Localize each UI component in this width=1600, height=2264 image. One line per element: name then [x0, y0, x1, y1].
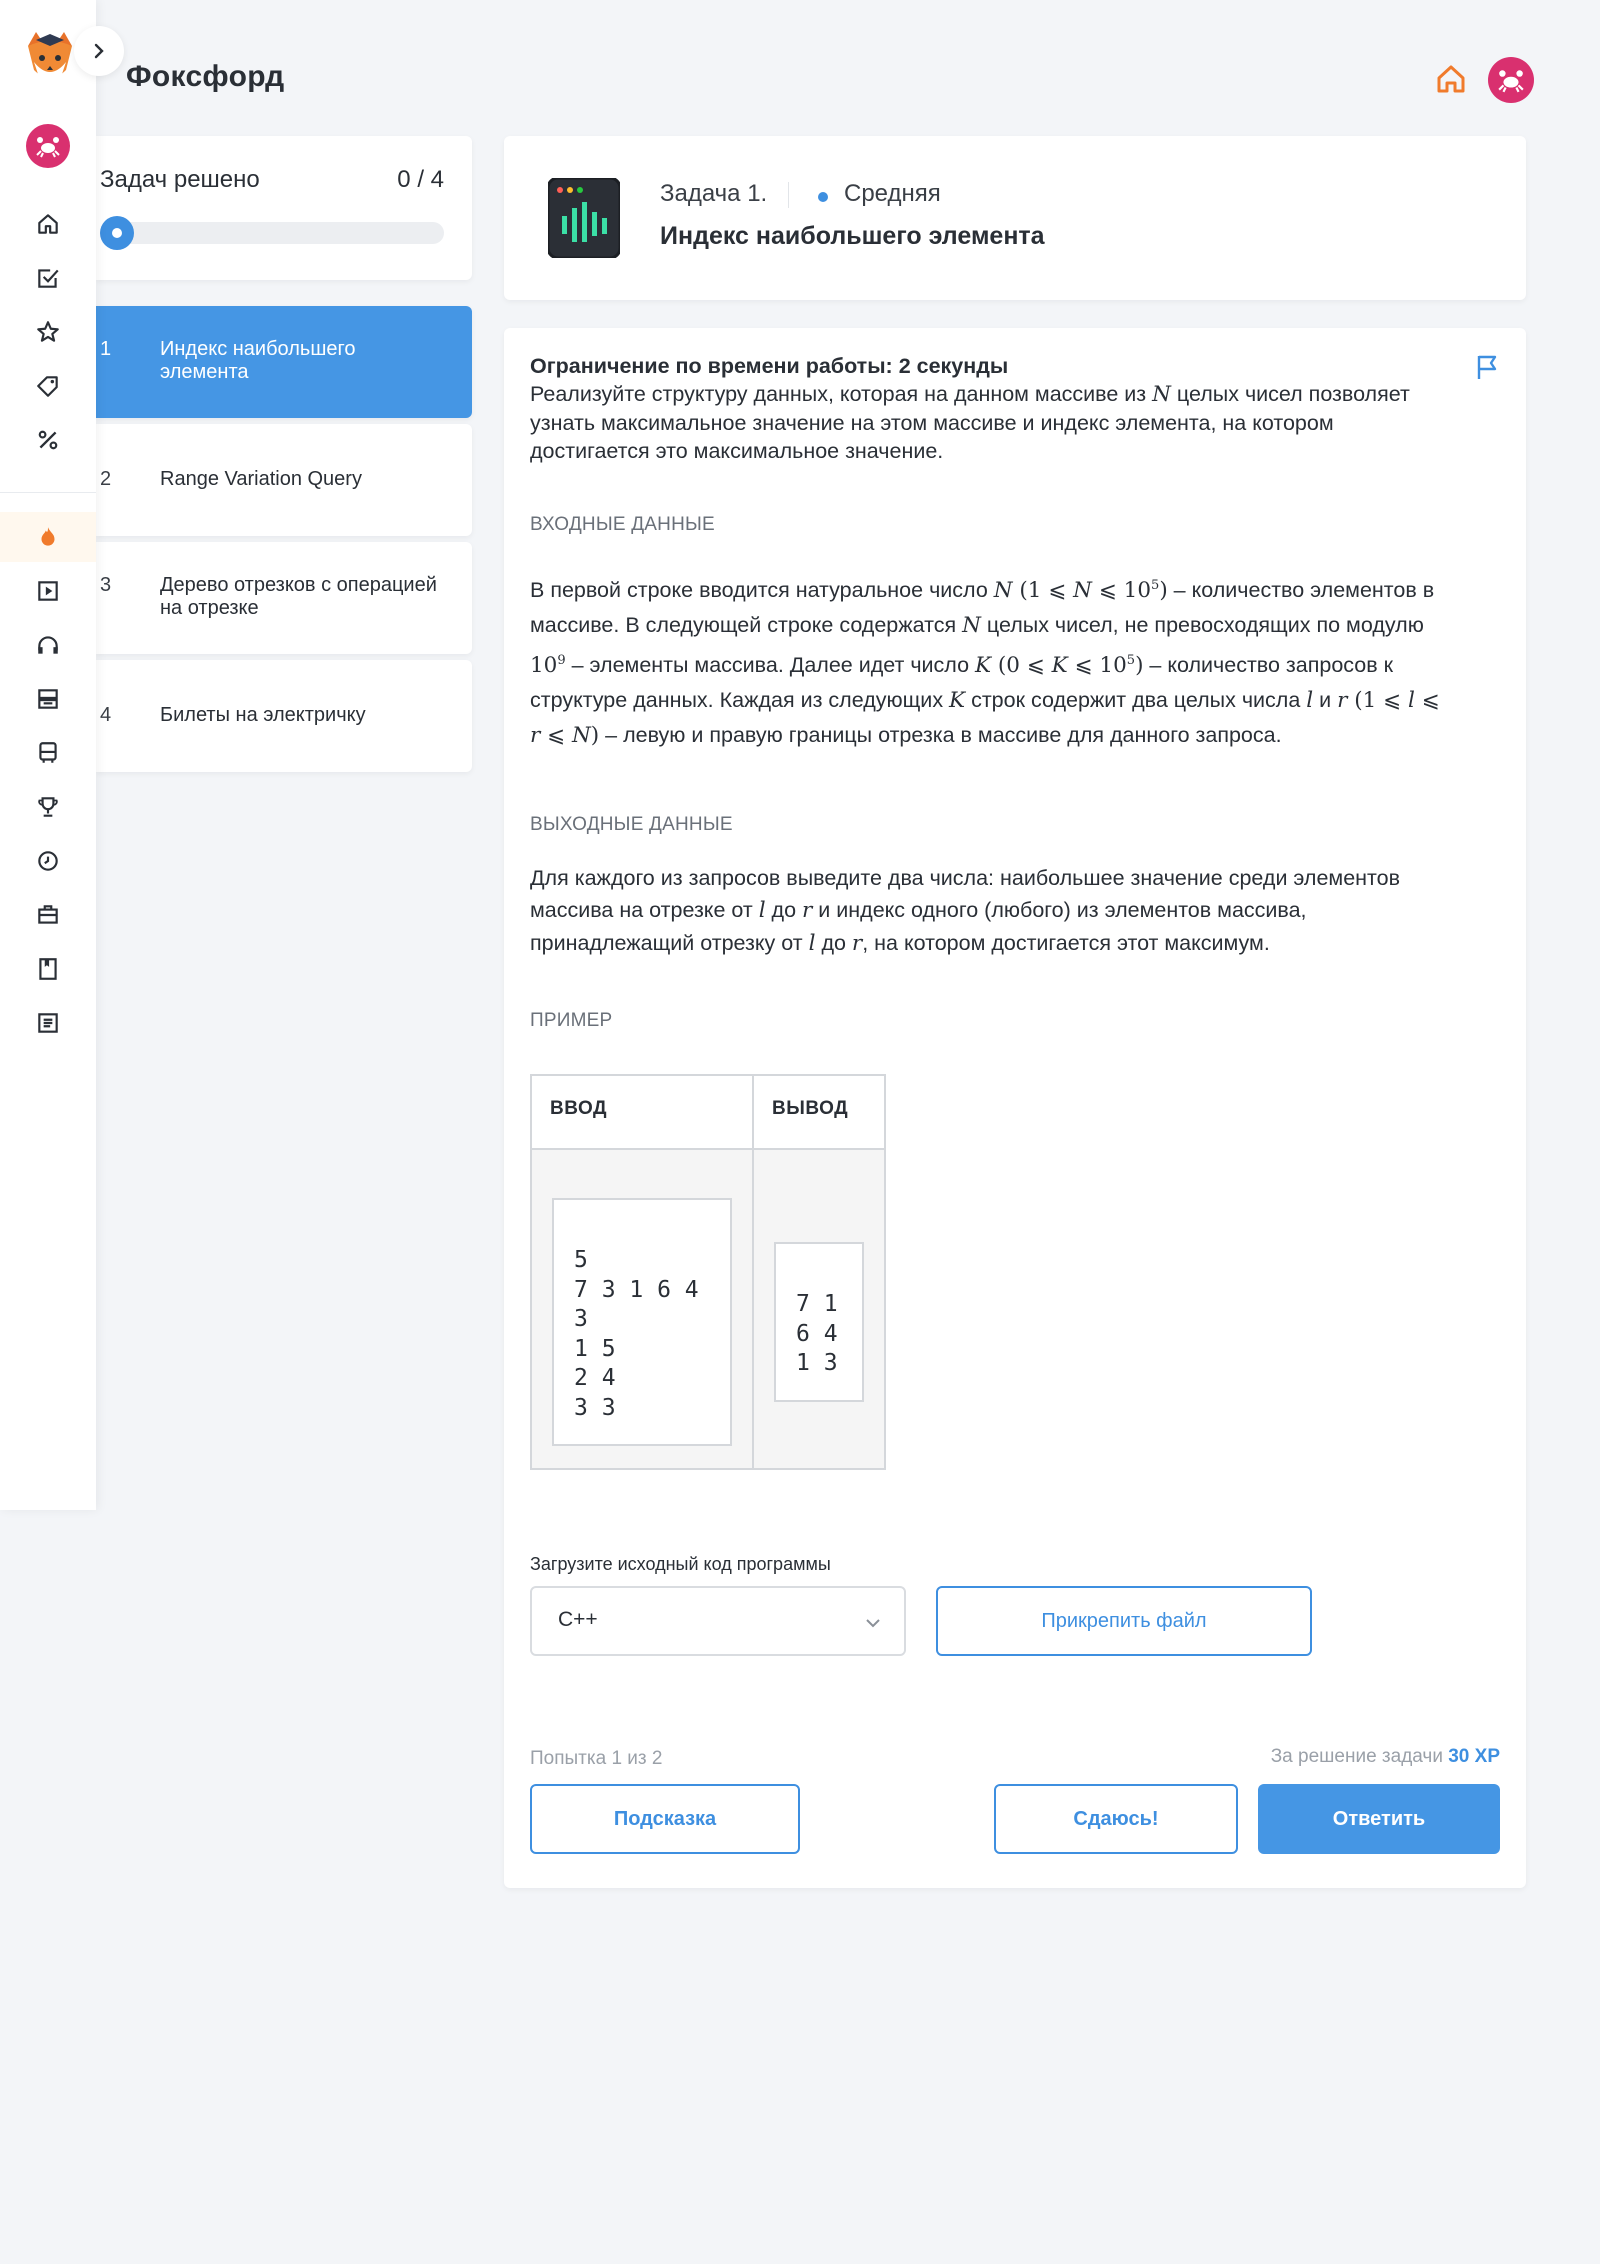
task-list-item-1[interactable] — [96, 306, 472, 418]
user-avatar[interactable] — [1488, 57, 1534, 103]
example-input-column — [532, 1076, 754, 1468]
hint-button[interactable]: Подсказка — [530, 1784, 800, 1854]
trophy-icon[interactable] — [32, 791, 64, 823]
attach-file-button[interactable]: Прикрепить файл — [936, 1586, 1312, 1656]
tag-icon[interactable] — [32, 370, 64, 402]
example-output-header: ВЫВОД — [772, 1098, 849, 1119]
task-label: Задача 1. — [660, 180, 768, 207]
percent-icon[interactable] — [32, 424, 64, 456]
header-home-icon[interactable] — [1434, 62, 1468, 96]
statement-intro — [530, 352, 1440, 465]
rail-avatar[interactable] — [26, 124, 70, 168]
clock-icon[interactable] — [32, 845, 64, 877]
foxford-logo-icon[interactable] — [22, 30, 78, 86]
progress-knob — [100, 216, 134, 250]
task-list-item-4[interactable] — [96, 660, 472, 772]
task-number: 1 — [100, 338, 112, 360]
task-name: Индекс наибольшего элемента — [160, 338, 356, 383]
example-output-column — [754, 1076, 884, 1468]
task-number: 3 — [100, 574, 112, 596]
task-number: 2 — [100, 468, 112, 490]
play-icon[interactable] — [32, 575, 64, 607]
example-output-box: 7 1 6 4 1 3 — [774, 1242, 864, 1402]
example-input-header: ВВОД — [550, 1098, 608, 1119]
brand-title[interactable]: Фоксфорд — [126, 60, 285, 93]
book-icon[interactable] — [32, 953, 64, 985]
layers-icon[interactable] — [32, 683, 64, 715]
progress-card — [96, 136, 472, 280]
language-value: C++ — [558, 1608, 598, 1631]
progress-title: Задач решено — [100, 166, 260, 193]
answer-button[interactable]: Ответить — [1258, 1784, 1500, 1854]
task-header-card — [504, 136, 1526, 300]
language-select[interactable] — [530, 1586, 906, 1656]
headphones-icon[interactable] — [32, 629, 64, 661]
chevron-down-icon — [862, 1612, 884, 1634]
header-separator — [788, 182, 789, 208]
report-flag-icon[interactable] — [1472, 352, 1502, 382]
task-title: Индекс наибольшего элемента — [660, 222, 1045, 250]
difficulty-label: Средняя — [844, 180, 941, 207]
task-number: 4 — [100, 704, 112, 726]
rail-divider — [0, 492, 96, 493]
task-terminal-icon — [548, 178, 620, 258]
task-list-item-3[interactable] — [96, 542, 472, 654]
difficulty-dot — [818, 192, 828, 202]
list-icon[interactable] — [32, 1007, 64, 1039]
home-icon[interactable] — [32, 208, 64, 240]
reward-xp: 30 XP — [1448, 1746, 1500, 1767]
upload-label: Загрузите исходный код программы — [530, 1554, 831, 1574]
attempt-counter: Попытка 1 из 2 — [530, 1748, 663, 1769]
task-content-card — [504, 328, 1526, 1888]
output-caption: ВЫХОДНЫЕ ДАННЫЕ — [530, 814, 733, 835]
math-n: N — [1152, 382, 1171, 407]
input-description: В первой строке вводится натуральное число N (1 ⩽ N ⩽ $10^5$) – количество элементов в массиве. В следующей строке содержатся N целых чисел, не превосходящих по модулю $10^9$ – элементы массива. Далее идет число K (0 ⩽ K ⩽ $10^5$) – количество запросов к структуре данных. Каждая из следующих K строк содержит два целых числа l и r (1 ⩽ l ⩽ r ⩽ N) – левую и правую границы отрезка в массиве для данного запроса. — [530, 578, 1440, 749]
task-name: Range Variation Query — [160, 468, 362, 490]
task-list-item-2[interactable] — [96, 424, 472, 536]
example-caption: ПРИМЕР — [530, 1010, 613, 1031]
bus-icon[interactable] — [32, 737, 64, 769]
task-name: Билеты на электричку — [160, 704, 366, 726]
progress-count: 0 / 4 — [397, 166, 444, 193]
checkbox-icon[interactable] — [32, 262, 64, 294]
chevron-right-icon — [90, 42, 108, 60]
input-caption: ВХОДНЫЕ ДАННЫЕ — [530, 514, 715, 535]
intro-text: Реализуйте структуру данных, которая на данном массиве из — [530, 382, 1153, 406]
time-limit: Ограничение по времени работы: 2 секунды — [530, 354, 1009, 378]
output-description: Для каждого из запросов выведите два числа: наибольшее значение среди элементов массива на отрезке от l до r и индекс одного (любого) из элементов массива, принадлежащий отрезку от l до r, на котором достигается этот максимум. — [530, 866, 1401, 956]
crab-icon — [35, 133, 61, 159]
example-input-box: 5 7 3 1 6 4 3 1 5 2 4 3 3 — [552, 1198, 732, 1446]
expand-sidebar-button[interactable] — [74, 26, 124, 76]
give-up-button[interactable]: Сдаюсь! — [994, 1784, 1238, 1854]
fire-icon[interactable] — [32, 521, 64, 553]
briefcase-icon[interactable] — [32, 899, 64, 931]
progress-bar — [100, 222, 444, 244]
crab-icon — [1497, 66, 1525, 94]
left-rail — [0, 0, 96, 1510]
intro-text: целых чисел позволяет узнать максимальное значение на этом массиве и индекс элемента, на котором достигается это максимальное значение. — [530, 382, 1410, 463]
task-name: Дерево отрезков с операцией на отрезке — [160, 574, 437, 619]
example-table — [530, 1074, 886, 1470]
star-icon[interactable] — [32, 316, 64, 348]
reward-info: За решение задачи 30 XP — [1270, 1746, 1500, 1767]
